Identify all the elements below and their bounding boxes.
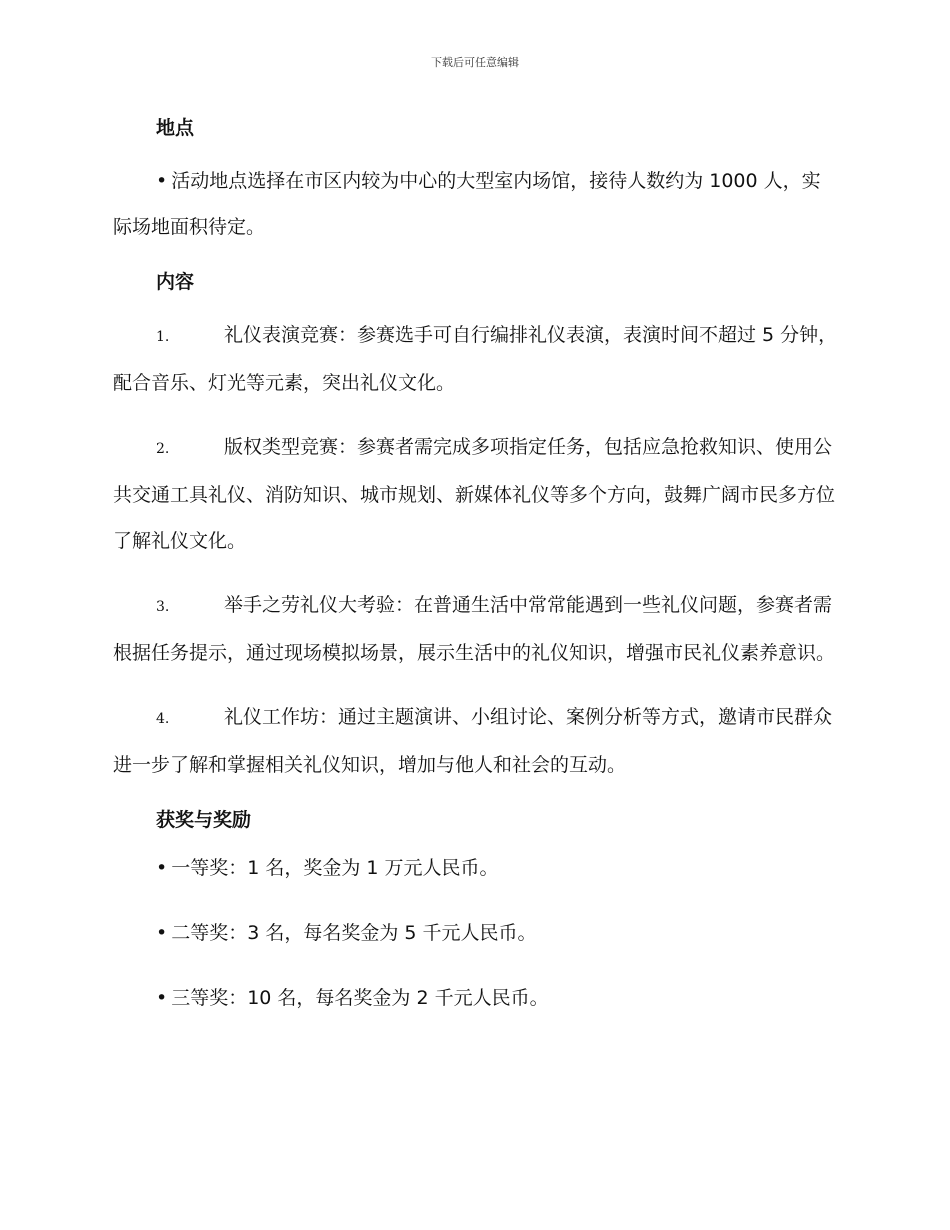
- award-text: 一等奖：1 名，奖金为 1 万元人民币。: [171, 857, 499, 879]
- award-item: [113, 852, 838, 884]
- document-body: [113, 112, 838, 1014]
- award-text: 三等奖：10 名，每名奖金为 2 千元人民币。: [171, 987, 549, 1009]
- item-text: 礼仪表演竞赛：参赛选手可自行编排礼仪表演，表演时间不超过 5 分钟，配合音乐、灯光等元素，突出礼仪文化。: [113, 324, 838, 394]
- item-text: 举手之劳礼仪大考验：在普通生活中常常能遇到一些礼仪问题，参赛者需根据任务提示，通过现场模拟场景，展示生活中的礼仪知识，增强市民礼仪素养意识。: [113, 594, 836, 664]
- award-item: [113, 982, 838, 1014]
- location-text: 活动地点选择在市区内较为中心的大型室内场馆，接待人数约为 1000 人，实际场地面积待定。: [113, 170, 821, 238]
- item-number: 2.: [156, 441, 170, 457]
- item-text: 版权类型竞赛：参赛者需完成多项指定任务，包括应急抢救知识、使用公共交通工具礼仪、消防知识、城市规划、新媒体礼仪等多个方向，鼓舞广阔市民多方位了解礼仪文化。: [113, 436, 836, 552]
- section-title-awards: 获奖与奖励: [156, 809, 252, 831]
- page-header: 下载后可任意编辑: [431, 56, 519, 69]
- item-number: 4.: [156, 711, 170, 727]
- location-paragraph: [113, 158, 838, 250]
- item-number: 3.: [156, 599, 170, 615]
- bullet-dot: •: [156, 857, 168, 879]
- bullet-dot: •: [156, 987, 168, 1009]
- section-title-location: 地点: [156, 117, 195, 139]
- award-text: 二等奖：3 名，每名奖金为 5 千元人民币。: [171, 922, 537, 944]
- content-item: [113, 424, 838, 564]
- section-title-content: 内容: [156, 271, 195, 293]
- award-item: [113, 917, 838, 949]
- content-item: [113, 582, 838, 676]
- bullet-dot: •: [156, 922, 168, 944]
- content-item: [113, 694, 838, 788]
- content-item: [113, 312, 838, 406]
- item-text: 礼仪工作坊：通过主题演讲、小组讨论、案例分析等方式，邀请市民群众进一步了解和掌握相关礼仪知识，增加与他人和社会的互动。: [113, 706, 833, 776]
- item-number: 1.: [156, 329, 170, 345]
- bullet-dot: •: [156, 170, 168, 192]
